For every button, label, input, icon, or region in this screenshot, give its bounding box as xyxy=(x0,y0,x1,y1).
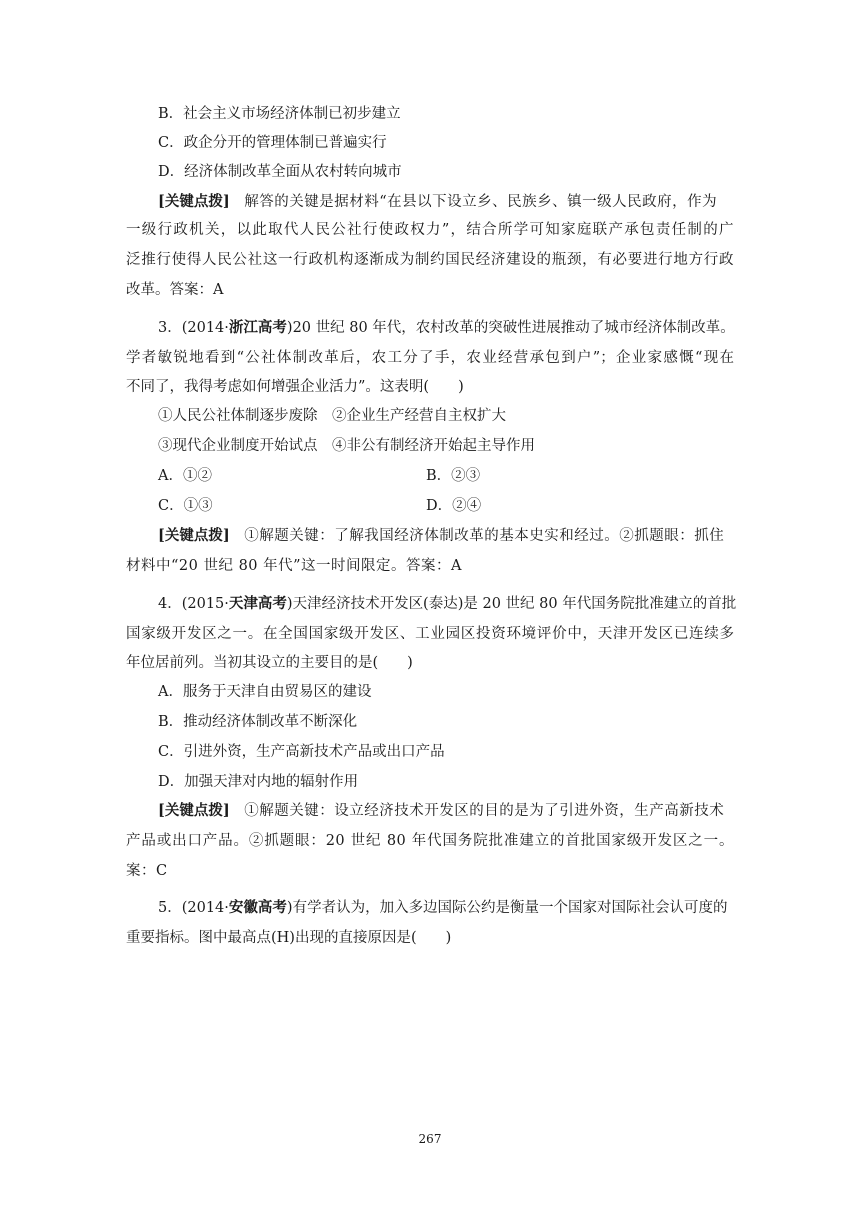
q5-number: 5．(2014· xyxy=(158,900,229,916)
q3-statements-1: ①人民公社体制逐步废除 ②企业生产经营自主权扩大 xyxy=(158,408,506,424)
q2-option-c: C．政企分开的管理体制已普遍实行 xyxy=(158,135,387,151)
hint-text: ①解题关键：设立经济技术开发区的目的是为了引进外资，生产高新技术 xyxy=(244,803,725,819)
q4-stem-line-2: 国家级开发区之一。在全国国家级开发区、工业园区投资环境评价中，天津开发区已连续多 xyxy=(126,626,734,642)
q5-stem-line-1 xyxy=(158,898,728,918)
q3-option-b: B．②③ xyxy=(426,468,481,484)
q2-hint-line-1 xyxy=(158,192,717,212)
q5-source: 安徽高考 xyxy=(228,899,287,916)
q3-option-c: C．①③ xyxy=(158,498,213,514)
hint-text: ①解题关键：了解我国经济体制改革的基本史实和经过。②抓题眼：抓住 xyxy=(244,528,725,544)
q4-option-a: A．服务于天津自由贸易区的建设 xyxy=(158,684,372,700)
q2-hint-line-3: 泛推行使得人民公社这一行政机构逐渐成为制约国民经济建设的瓶颈，有必要进行地方行政 xyxy=(126,252,734,268)
q3-stem-line-1 xyxy=(158,318,735,338)
q4-option-d: D．加强天津对内地的辐射作用 xyxy=(158,774,359,790)
q5-stem-line-2: 重要指标。图中最高点(H)出现的直接原因是( ) xyxy=(126,930,452,946)
q4-option-b: B．推动经济体制改革不断深化 xyxy=(158,714,358,730)
q4-stem-line-3: 年位居前列。当初其设立的主要目的是( ) xyxy=(126,655,413,671)
q3-hint-line-1 xyxy=(158,526,724,546)
hint-text: 解答的关键是据材料“在县以下设立乡、民族乡、镇一级人民政府，作为 xyxy=(244,194,718,210)
hint-tag: [关键点拨] xyxy=(158,527,230,544)
q2-hint-line-4: 改革。答案：A xyxy=(126,282,224,298)
q3-option-a: A．①② xyxy=(158,468,212,484)
q3-source: 浙江高考 xyxy=(228,319,287,336)
q4-hint-line-2: 产品或出口产品。②抓题眼：20 世纪 80 年代国务院批准建立的首批国家级开发区之一。 xyxy=(126,833,734,849)
q3-stem-text: )20 世纪 80 年代，农村改革的突破性进展推动了城市经济体制改革。 xyxy=(286,320,735,336)
q4-source: 天津高考 xyxy=(228,595,287,612)
q3-statements-2: ③现代企业制度开始试点 ④非公有制经济开始起主导作用 xyxy=(158,438,535,454)
page-number: 267 xyxy=(418,1132,442,1146)
q5-stem-text: )有学者认为，加入多边国际公约是衡量一个国家对国际社会认可度的 xyxy=(286,900,728,916)
q4-stem-text: )天津经济技术开发区(泰达)是 20 世纪 80 年代国务院批准建立的首批 xyxy=(286,596,737,612)
q3-hint-line-2: 材料中“20 世纪 80 年代”这一时间限定。答案：A xyxy=(126,558,463,574)
hint-tag: [关键点拨] xyxy=(158,802,230,819)
q2-option-d: D．经济体制改革全面从农村转向城市 xyxy=(158,164,402,180)
q3-number: 3．(2014· xyxy=(158,320,229,336)
q3-option-d: D．②④ xyxy=(426,498,482,514)
q4-hint-line-1 xyxy=(158,801,724,821)
q3-stem-line-3: 不同了，我得考虑如何增强企业活力”。这表明( ) xyxy=(126,379,464,395)
q4-stem-line-1 xyxy=(158,594,736,614)
q4-option-c: C．引进外资，生产高新技术产品或出口产品 xyxy=(158,744,445,760)
q4-number: 4．(2015· xyxy=(158,596,229,612)
q4-hint-line-3: 案：C xyxy=(126,863,168,879)
q3-stem-line-2: 学者敏锐地看到“公社体制改革后，农工分了手，农业经营承包到户”；企业家感慨“现在 xyxy=(126,350,734,366)
q2-hint-line-2: 一级行政机关，以此取代人民公社行使政权力”，结合所学可知家庭联产承包责任制的广 xyxy=(126,222,734,238)
q2-option-b: B．社会主义市场经济体制已初步建立 xyxy=(158,106,401,122)
hint-tag: [关键点拨] xyxy=(158,193,230,210)
